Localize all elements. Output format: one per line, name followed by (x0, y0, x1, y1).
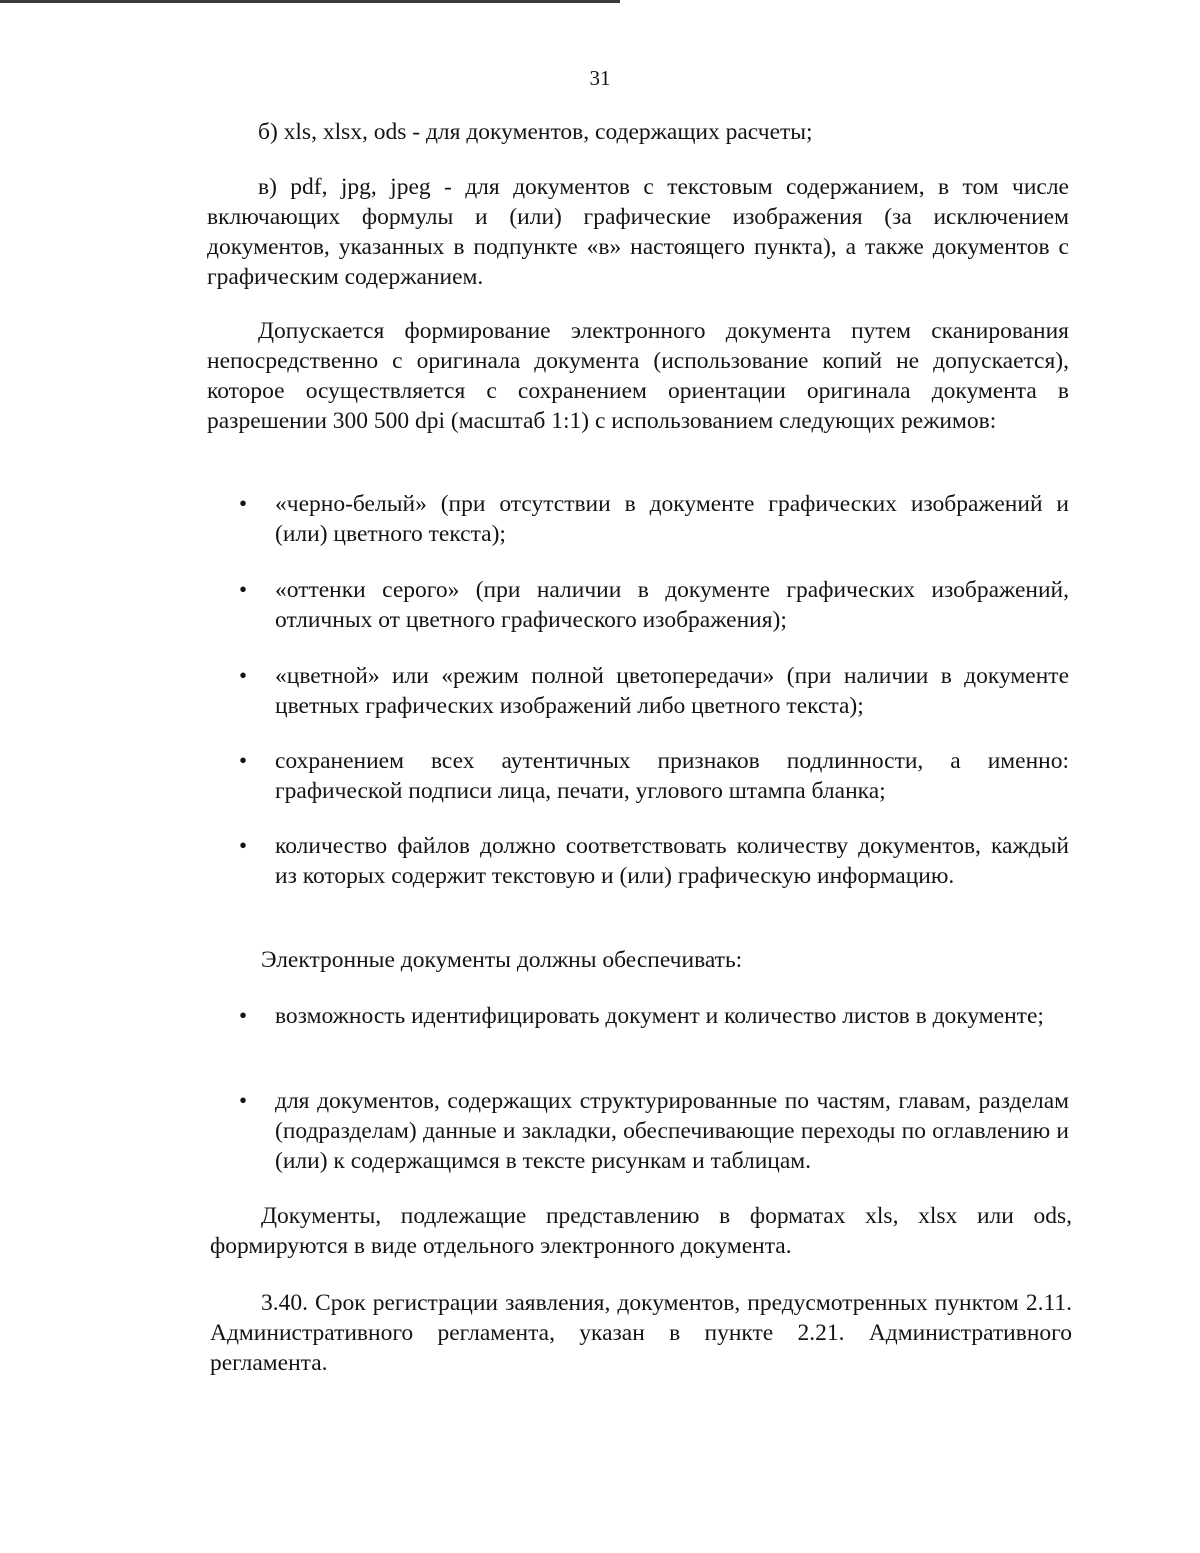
list-item-text: возможность идентифицировать документ и количество листов в документе; (275, 1003, 1044, 1029)
list-item-text: сохранением всех аутентичных признаков подлинности, а именно: графической подписи лица, печати, углового штампа бланка; (275, 748, 1069, 804)
paragraph-scanning-rules: Допускается формирование электронного документа путем сканирования непосредственно с оригинала документа (использование копий не допускается), которое осуществляется с сохранением ориентации оригинала документа в разрешении 300 500 dpi (масштаб 1:1) с использованием следующих режимов: (207, 318, 1069, 434)
bullet-icon: • (239, 1088, 248, 1113)
paragraph-formats-xls: б) xls, xlsx, ods - для документов, содержащих расчеты; (258, 119, 813, 145)
list-item-text: «оттенки серого» (при наличии в документе графических изображений, отличных от цветного графического изображения); (275, 577, 1069, 633)
paragraph-registration-term: 3.40. Срок регистрации заявления, документов, предусмотренных пунктом 2.11. Административного регламента, указан в пункте 2.21. Административного регламента. (210, 1290, 1072, 1376)
bullet-icon: • (239, 833, 248, 858)
paragraph-separate-document: Документы, подлежащие представлению в форматах xls, xlsx или ods, формируются в виде отдельного электронного документа. (210, 1203, 1072, 1259)
paragraph-formats-pdf: в) pdf, jpg, jpeg - для документов с текстовым содержанием, в том числе включающих формулы и (или) графические изображения (за исключением документов, указанных в подпункте «в» настоящего пункта), а также документов с графическим содержанием. (207, 174, 1069, 290)
bullet-icon: • (239, 748, 248, 773)
bullet-icon: • (239, 491, 248, 516)
list-item-text: «цветной» или «режим полной цветопередачи» (при наличии в документе цветных графических изображений либо цветного текста); (275, 663, 1069, 719)
list-item-text: для документов, содержащих структурированные по частям, главам, разделам (подразделам) данные и закладки, обеспечивающие переходы по оглавлению и (или) к содержащимся в тексте рисункам и таблицам. (275, 1088, 1069, 1174)
bullet-icon: • (239, 663, 248, 688)
page-number: 31 (589, 66, 611, 90)
list-item-text: количество файлов должно соответствовать количеству документов, каждый из которых содержит текстовую и (или) графическую информацию. (275, 833, 1069, 889)
bullet-icon: • (239, 1003, 248, 1028)
paragraph-requirements-heading: Электронные документы должны обеспечивать: (261, 947, 743, 973)
bullet-icon: • (239, 577, 248, 602)
list-item-text: «черно-белый» (при отсутствии в документе графических изображений и (или) цветного текста); (275, 491, 1069, 547)
